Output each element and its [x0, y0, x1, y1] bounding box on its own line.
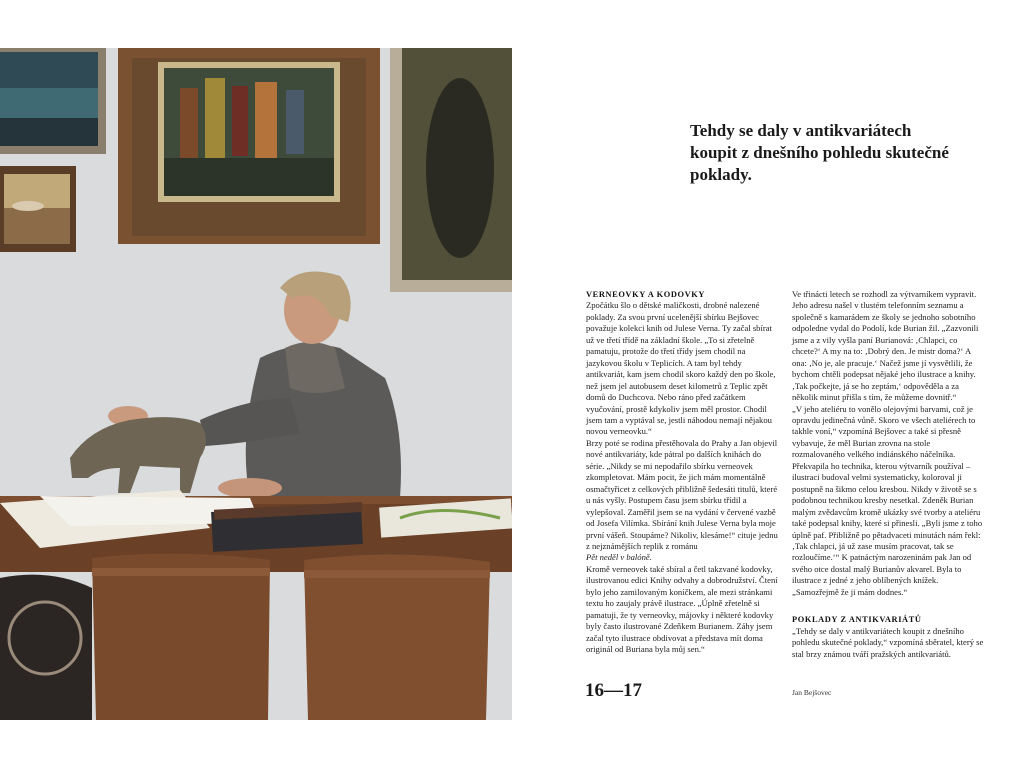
text-column-right [792, 289, 984, 660]
section-heading: POKLADY Z ANTIKVARIÁTŮ [792, 615, 922, 625]
text-column-left [586, 289, 778, 656]
pull-quote: Tehdy se daly v antikvariátech koupit z dnešního pohledu skutečné poklady. [690, 121, 949, 184]
spread-photo [0, 48, 512, 720]
running-head: Jan Bejšovec [792, 688, 832, 697]
chair-right [304, 554, 490, 720]
section-heading: VERNEOVKY A KODOVKY [586, 290, 706, 299]
body-paragraph: „Tehdy se daly v antikvariátech koupit z dnešního pohledu skutečné poklady,“ vzpomíná sběratel, který se stal brzy známou tváří pražských antikvariátů. [792, 625, 984, 659]
body-paragraph: Ve třinácti letech se rozhodl za výtvarníkem vypravit. Jeho adresu našel v tlustém telefonním seznamu a společně s kamarádem ze školy se jednoho sobotního odpoledne vydal do Podolí, kde Burian žil. „Zazvonili jsme a z vily vyšla paní Burianová: ‚Chlapci, co chcete?‘ A my na to: ‚Dobrý den. Je mistr doma?‘ A ona: ‚No je, ale pracuje.‘ Načež jsme jí vysvětlili, že bychom chtěli podepsat nějaké jeho ilustrace a knihy. ‚Tak počkejte, já se ho zeptám,‘ odpověděla a za několik minut přišla s tím, že můžeme dovnitř.“ [792, 289, 979, 403]
book-title: Pět neděl v balóně. [586, 552, 652, 563]
body-paragraph: Kromě verneovek také sbíral a četl takzvané kodovky, ilustrovanou edici Knihy odvahy a dobrodružství. Čtení bylo jeho zamilovaným koníčkem, ale mezi stránkami textu ho zaujaly právě ilustrace. „Úplně zřetelně si pamatuji, že ty verneovky, májovky i některé kodovky byly často ilustrované Zdeňkem Burianem. Záhy jsem začal tyto ilustrace obdivovat a představa mít doma originál od Buriana byla můj sen.“ [586, 563, 778, 655]
page-numbers: 16—17 [585, 680, 642, 701]
body-paragraph: Zpočátku šlo o dětské maličkosti, drobné nalezené poklady. Za svou první ucelenější sbírku Bejšovec považuje kolekci knih od Julese Verna. Ty začal sbírat už ve třetí třídě na základní škole. „To si zřetelně pamatuju, protože do třetí třídy jsem chodil na jazykovou školu v Teplicích. A tam byl tehdy antikvariát, kam jsem chodil skoro každý den po škole, než jsem jel autobusem deset kilometrů z Teplic zpět domů do Duchcova. Nebo ráno před začátkem vyučování, prostě kdykoliv jsem měl prostor. Chodil jsem tam a vyptával se, jestli náhodou nemají nějakou novou verneovku.“ [586, 300, 776, 437]
body-paragraph: Brzy poté se rodina přestěhovala do Prahy a Jan objevil nové antikvariáty, kde pátral po dalších knihách do série. „Nikdy se mi nepodařilo sbírku verneovek zkompletovat. Mám pocit, že jich mám momentálně osmačtyřicet z celkových přibližně šedesáti titulů, které u nás vyšly. Postupem času jsem sbírku třídil a vylepšoval. Zaměřil jsem se na vydání v červené vazbě od Josefa Vilímka. Sbírání knih Julese Verna byla moje první vášeň. Stoupáme? Nikoliv, klesáme!“ cituje jednu z nejznámějších replik z románu [586, 437, 778, 551]
chair-left [92, 553, 270, 720]
body-paragraph: „V jeho ateliéru to vonělo olejovými barvami, což je opravdu jedinečná vůně. Skoro ve všech ateliérech to takhle voní,“ vzpomíná Bejšovec a také si přesně vybavuje, že měl Burian zrovna na stole rozmalovaného velkého indiánského náčelníka. Překvapila ho technika, kterou výtvarník používal – ilustraci budoval velmi systematicky, koloroval ji postupně na šikmo celou kresbou. Nikdy v životě se s podobnou technikou kresby nesetkal. Zdeněk Burian malým zvědavcům kromě ukázky své tvorby a ateliéru také podepsal knihy, které si přinesli. „Byli jsme z toho úplně paf. Přibližně po pětadvaceti minutách nám řekl: ‚Tak chlapci, já už zase musím pracovat, tak se rozloučíme.‘“ K patnáctým narozeninám pak Jan od svého otce dostal malý Burianův akvarel. Byla to ilustrace z jedné z jeho oblíbených knížek. „Samozřejmě že ji mám dodnes.“ [792, 403, 983, 597]
photo-illustration [0, 48, 512, 720]
